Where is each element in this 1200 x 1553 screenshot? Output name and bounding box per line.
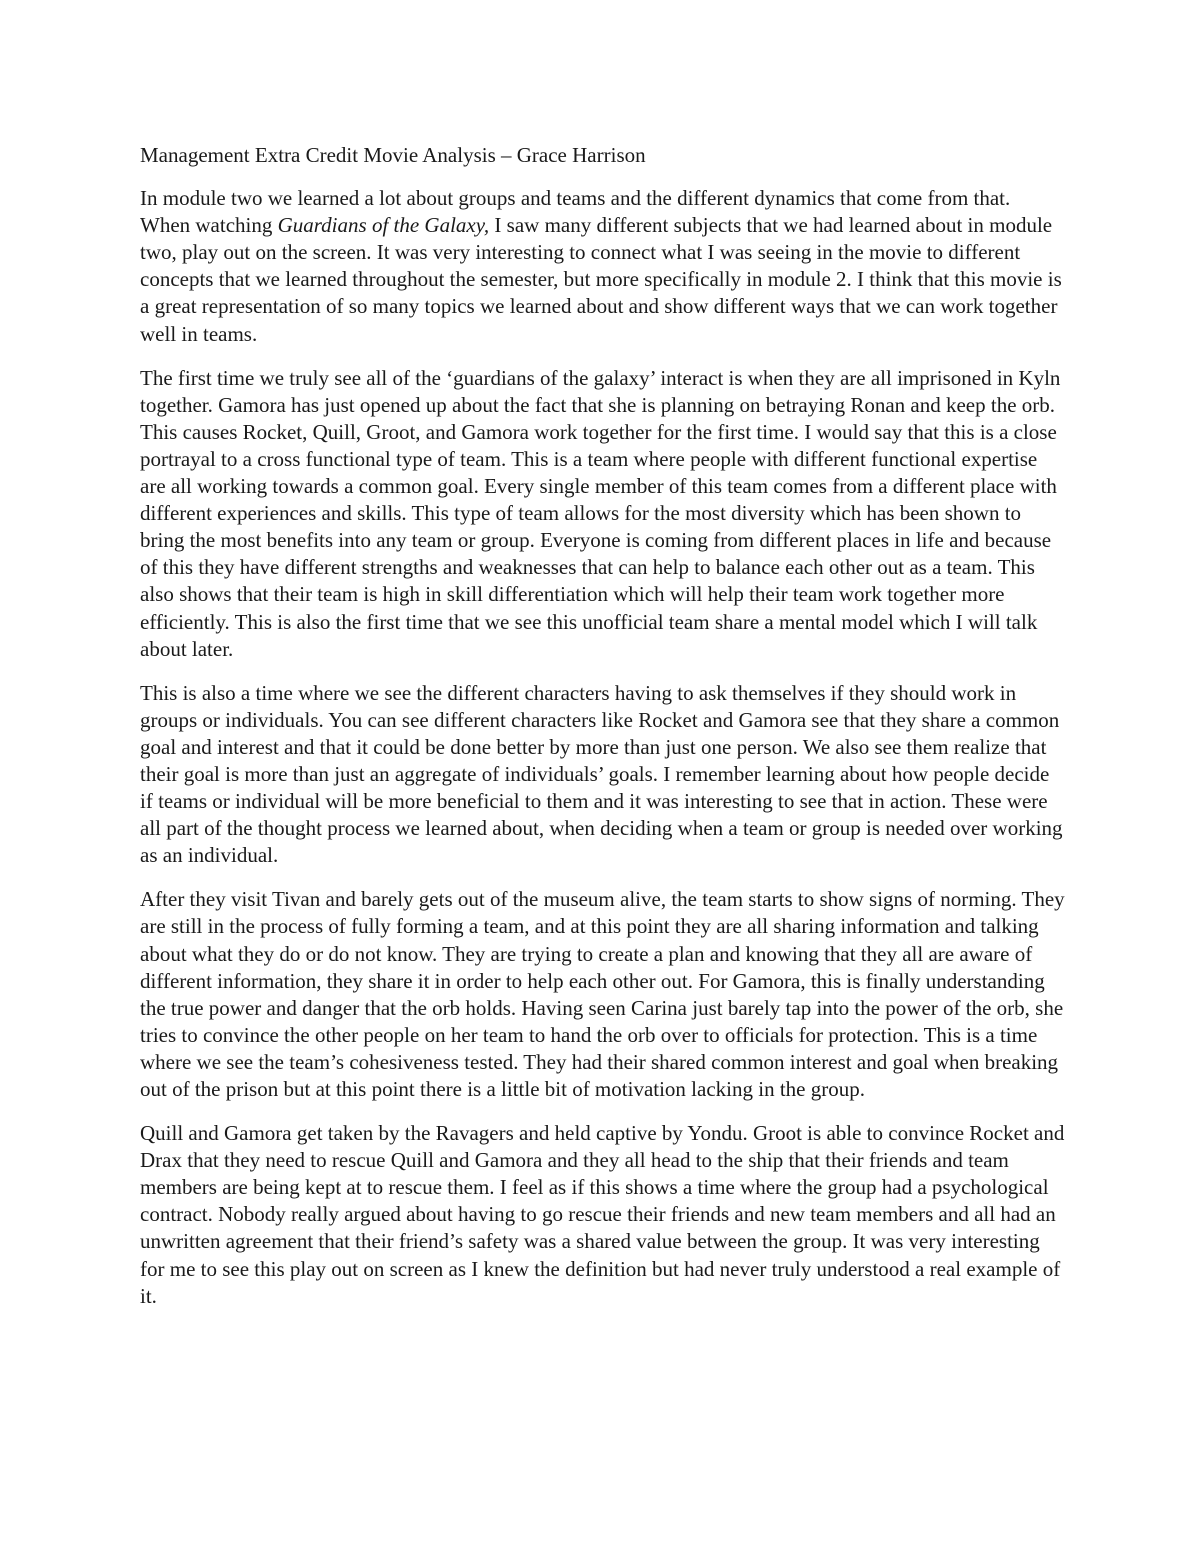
paragraph-1-text-after: I saw many different subjects that we had learned about in module two, play out on the screen. It was very interesting to connect what I was seeing in the movie to different concepts that we learned throughout the semester, but more specifically in module 2. I think that this movie is a great representation of so many topics we learned about and show different ways that we can work together well in teams. (140, 213, 1062, 346)
document-page (140, 142, 1065, 1327)
paragraph-4: After they visit Tivan and barely gets out of the museum alive, the team starts to show signs of norming. They are still in the process of fully forming a team, and at this point they are all sharing information and talking about what they do or do not know. They are trying to create a plan and knowing that they all are aware of different information, they share it in order to help each other out. For Gamora, this is finally understanding the true power and danger that the orb holds. Having seen Carina just barely tap into the power of the orb, she tries to convince the other people on her team to hand the orb over to officials for protection. This is a time where we see the team’s cohesiveness tested. They had their shared common interest and goal when breaking out of the prison but at this point there is a little bit of motivation lacking in the group. (140, 887, 1065, 1101)
paragraph-1-text-before: In module two we learned a lot about groups and teams and the different dynamics that come from that. When watching (140, 186, 1011, 238)
document-title: Management Extra Credit Movie Analysis – Grace Harrison (140, 143, 646, 167)
paragraph-3: This is also a time where we see the different characters having to ask themselves if they should work in groups or individuals. You can see different characters like Rocket and Gamora see that they share a common goal and interest and that it could be done better by more than just one person. We also see them realize that their goal is more than just an aggregate of individuals’ goals. I remember learning about how people decide if teams or individual will be more beneficial to them and it was interesting to see that in action. These were all part of the thought process we learned about, when deciding when a team or group is needed over working as an individual. (140, 680, 1063, 868)
paragraph-1 (140, 185, 1065, 348)
movie-title-italic: Guardians of the Galaxy, (277, 213, 490, 238)
paragraph-5: Quill and Gamora get taken by the Ravagers and held captive by Yondu. Groot is able to convince Rocket and Drax that they need to rescue Quill and Gamora and they all head to the ship that their friends and team members are being kept at to rescue them. I feel as if this shows a time where the group had a psychological contract. Nobody really argued about having to go rescue their friends and new team members and all had an unwritten agreement that their friend’s safety was a shared value between the group. It was very interesting for me to see this play out on screen as I knew the definition but had never truly understood a real example of it. (140, 1121, 1065, 1308)
paragraph-2: The first time we truly see all of the ‘guardians of the galaxy’ interact is when they are all imprisoned in Kyln together. Gamora has just opened up about the fact that she is planning on betraying Ronan and keep the orb. This causes Rocket, Quill, Groot, and Gamora work together for the first time. I would say that this is a close portrayal to a cross functional type of team. This is a team where people with different functional expertise are all working towards a common goal. Every single member of this team comes from a different place with different experiences and skills. This type of team allows for the most diversity which has been shown to bring the most benefits into any team or group. Everyone is coming from different places in life and because of this they have different strengths and weaknesses that can help to balance each other out as a team. This also shows that their team is high in skill differentiation which will help their team work together more efficiently. This is also the first time that we see this unofficial team share a mental model which I will talk about later. (140, 365, 1061, 661)
